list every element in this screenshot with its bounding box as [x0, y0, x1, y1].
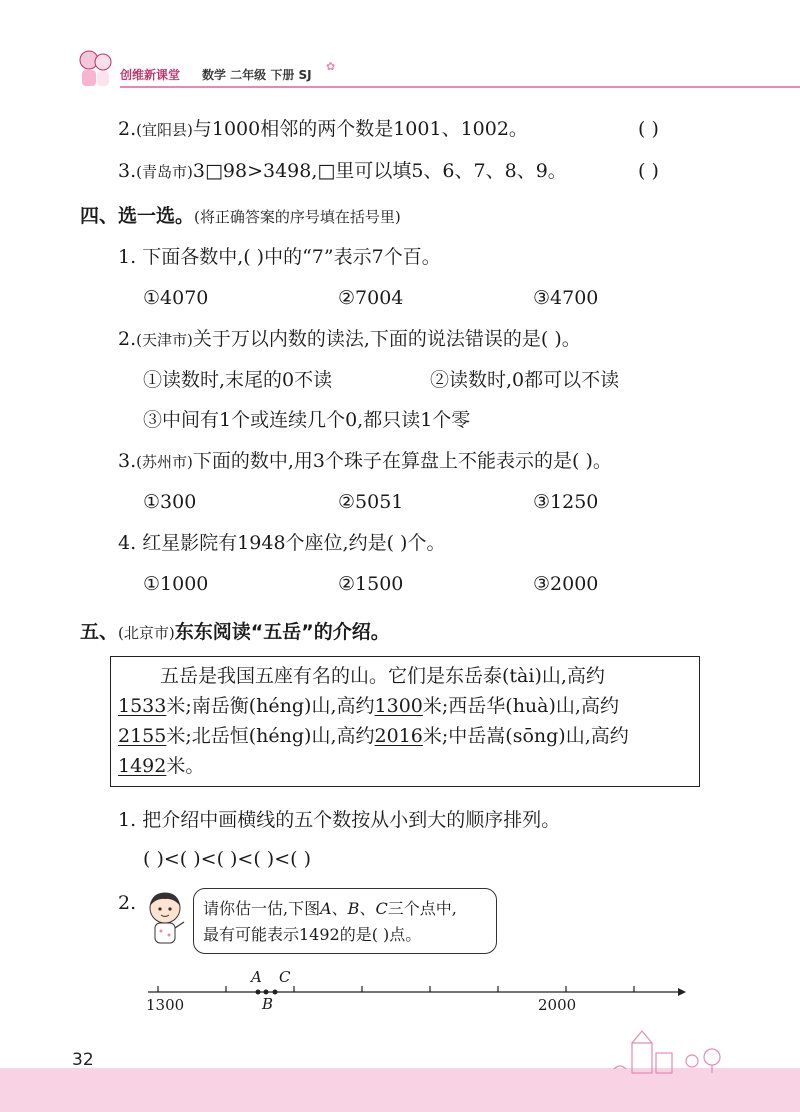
header-logo — [72, 46, 118, 92]
castle-decoration-icon — [612, 1025, 732, 1075]
point-b — [264, 990, 269, 995]
label-a: A — [251, 968, 262, 986]
label-c: C — [279, 968, 291, 986]
option: ③1250 — [533, 491, 599, 513]
ordering-blanks[interactable]: ( )<( )<( )<( )<( ) — [143, 848, 312, 870]
judge-item-2-answer[interactable]: ( ) — [638, 118, 659, 140]
option: ①300 — [143, 491, 197, 513]
passage-line-1: 五岳是我国五座有名的山。它们是东岳泰(tài)山,高约 — [160, 665, 605, 687]
question-5-2-number: 2. — [118, 892, 137, 914]
judge-item-3-answer[interactable]: ( ) — [638, 160, 659, 182]
section-4-heading: 四、选一选。(将正确答案的序号填在括号里) — [80, 205, 401, 227]
question-4-3: 3.(苏州市)下面的数中,用3个珠子在算盘上不能表示的是( )。 — [118, 450, 612, 472]
page-number: 32 — [72, 1050, 94, 1070]
label-1300: 1300 — [146, 996, 185, 1014]
option: ①1000 — [143, 573, 209, 595]
judge-item-3: 3.(青岛市)3□98>3498,□里可以填5、6、7、8、9。 — [118, 160, 567, 182]
book-info: 数学 二年级 下册 SJ — [202, 68, 312, 82]
point-a — [256, 990, 261, 995]
point-c — [273, 990, 278, 995]
star-decoration-icon: ✿ — [326, 60, 336, 73]
question-4-2: 2.(天津市)关于万以内数的读法,下面的说法错误的是( )。 — [118, 328, 581, 350]
option: ②5051 — [338, 491, 404, 513]
label-2000: 2000 — [538, 996, 577, 1014]
section-5-heading: 五、(北京市)东东阅读“五岳”的介绍。 — [80, 621, 390, 643]
bubble-line-2: 最有可能表示1492的是( )点。 — [203, 925, 422, 944]
question-5-1: 1. 把介绍中画横线的五个数按从小到大的顺序排列。 — [118, 809, 561, 831]
judge-item-2: 2.(宜阳县)与1000相邻的两个数是1001、1002。 — [118, 118, 528, 140]
option: ②1500 — [338, 573, 404, 595]
question-4-4: 4. 红星影院有1948个座位,约是( )个。 — [118, 532, 446, 554]
label-b: B — [262, 995, 274, 1013]
boy-illustration — [140, 888, 190, 950]
option: ③2000 — [533, 573, 599, 595]
option: ②7004 — [338, 287, 404, 309]
option: ③4700 — [533, 287, 599, 309]
header-divider — [120, 86, 800, 88]
option: ①读数时,末尾的0不读 — [143, 369, 333, 391]
passage-line-4: 1492米。 — [118, 755, 205, 777]
series-title: 创维新课堂 — [120, 68, 181, 82]
passage-line-2: 1533米;南岳衡(héng)山,高约1300米;西岳华(huà)山,高约 — [118, 695, 619, 717]
number-line — [140, 968, 690, 1018]
option: ③中间有1个或连续几个0,都只读1个零 — [143, 409, 471, 431]
option: ②读数时,0都可以不读 — [430, 369, 620, 391]
question-4-1: 1. 下面各数中,( )中的“7”表示7个百。 — [118, 246, 441, 268]
option: ①4070 — [143, 287, 209, 309]
bubble-line-1: 请你估一估,下图A、B、C三个点中, — [203, 899, 457, 918]
passage-line-3: 2155米;北岳恒(héng)山,高约2016米;中岳嵩(sōng)山,高约 — [118, 725, 629, 747]
